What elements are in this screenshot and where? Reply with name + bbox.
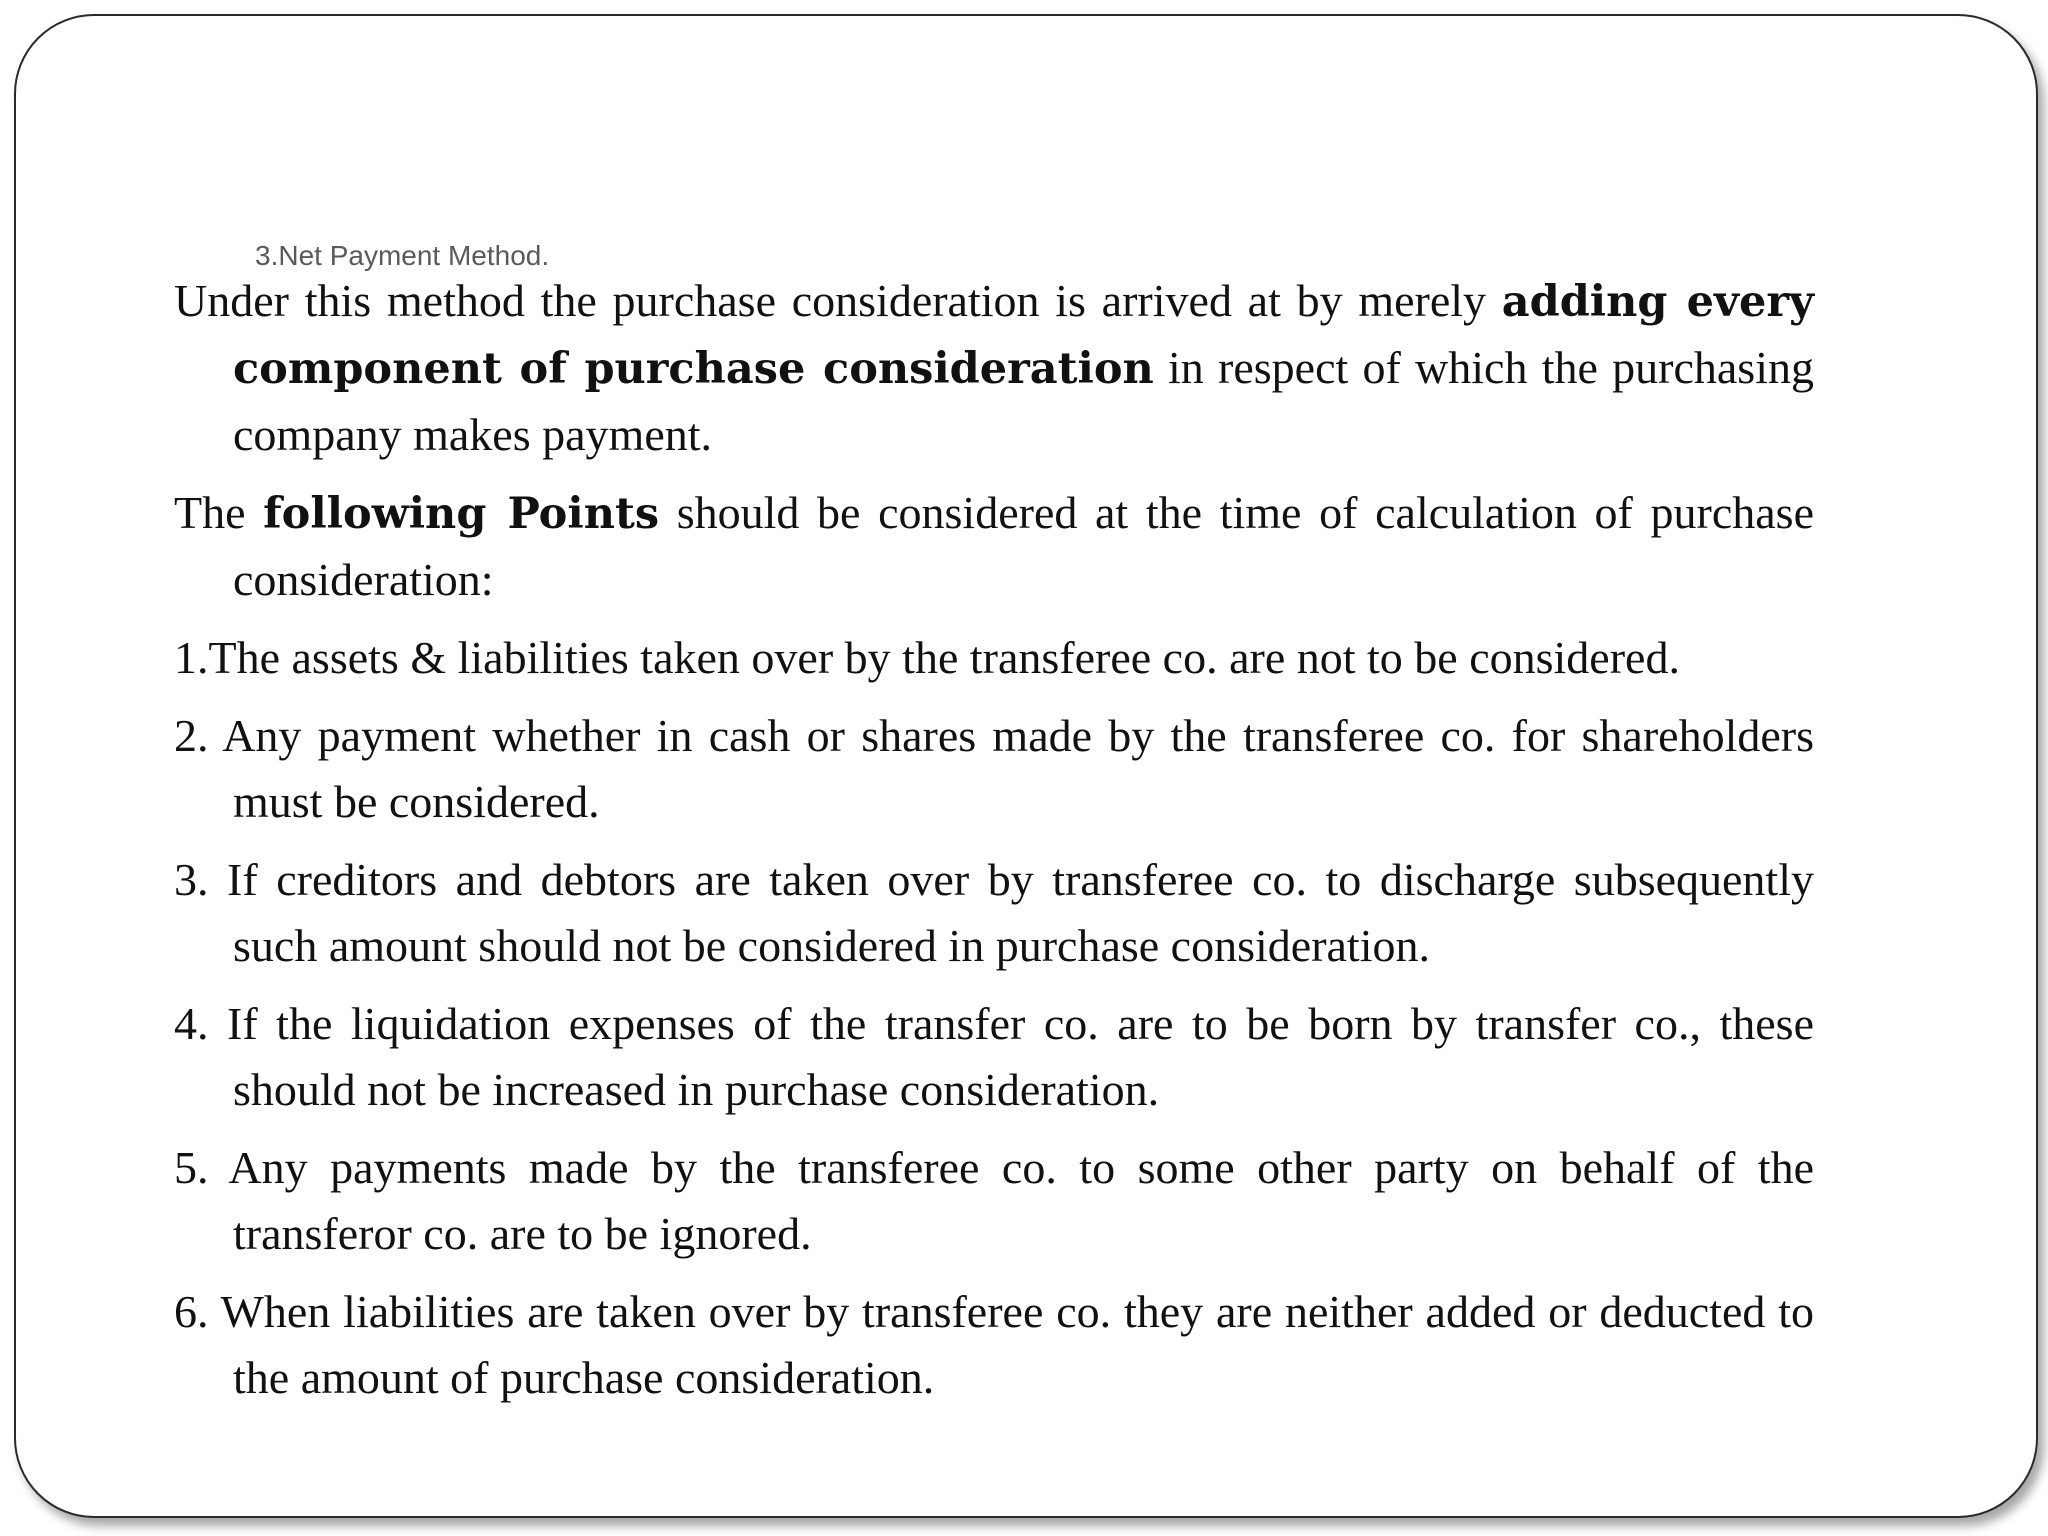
points-intro-bold-text: following Points [263, 489, 660, 539]
slide-body [174, 268, 1814, 1423]
list-item-3: 3. If creditors and debtors are taken over by transferee co. to discharge subsequently such amount should not be considered in purchase consideration. [174, 854, 1814, 971]
intro-text-after: in respect of which the purchasing company makes payment. [233, 342, 1814, 460]
points-intro-paragraph [174, 480, 1814, 613]
slide-subtitle: 3.Net Payment Method. [255, 240, 550, 271]
list-item-6: 6. When liabilities are taken over by transferee co. they are neither added or deducted to the amount of purchase consideration. [174, 1286, 1814, 1403]
list-item-2: 2. Any payment whether in cash or shares made by the transferee co. for shareholders must be considered. [174, 710, 1814, 827]
points-intro-text-after: should be considered at the time of calculation of purchase consideration: [233, 487, 1814, 605]
intro-bold-text: adding every component of purchase consideration [233, 277, 1814, 394]
intro-paragraph [174, 268, 1814, 468]
points-intro-text-before: The [174, 487, 264, 538]
list-item-4: 4. If the liquidation expenses of the transfer co. are to be born by transfer co., these should not be increased in purchase consideration. [174, 998, 1814, 1115]
intro-text-before: Under this method the purchase consideration is arrived at by merely [174, 275, 1502, 326]
list-item-1: 1.The assets & liabilities taken over by the transferee co. are not to be considered. [174, 632, 1680, 683]
list-item-5: 5. Any payments made by the transferee co. to some other party on behalf of the transferor co. are to be ignored. [174, 1142, 1814, 1259]
